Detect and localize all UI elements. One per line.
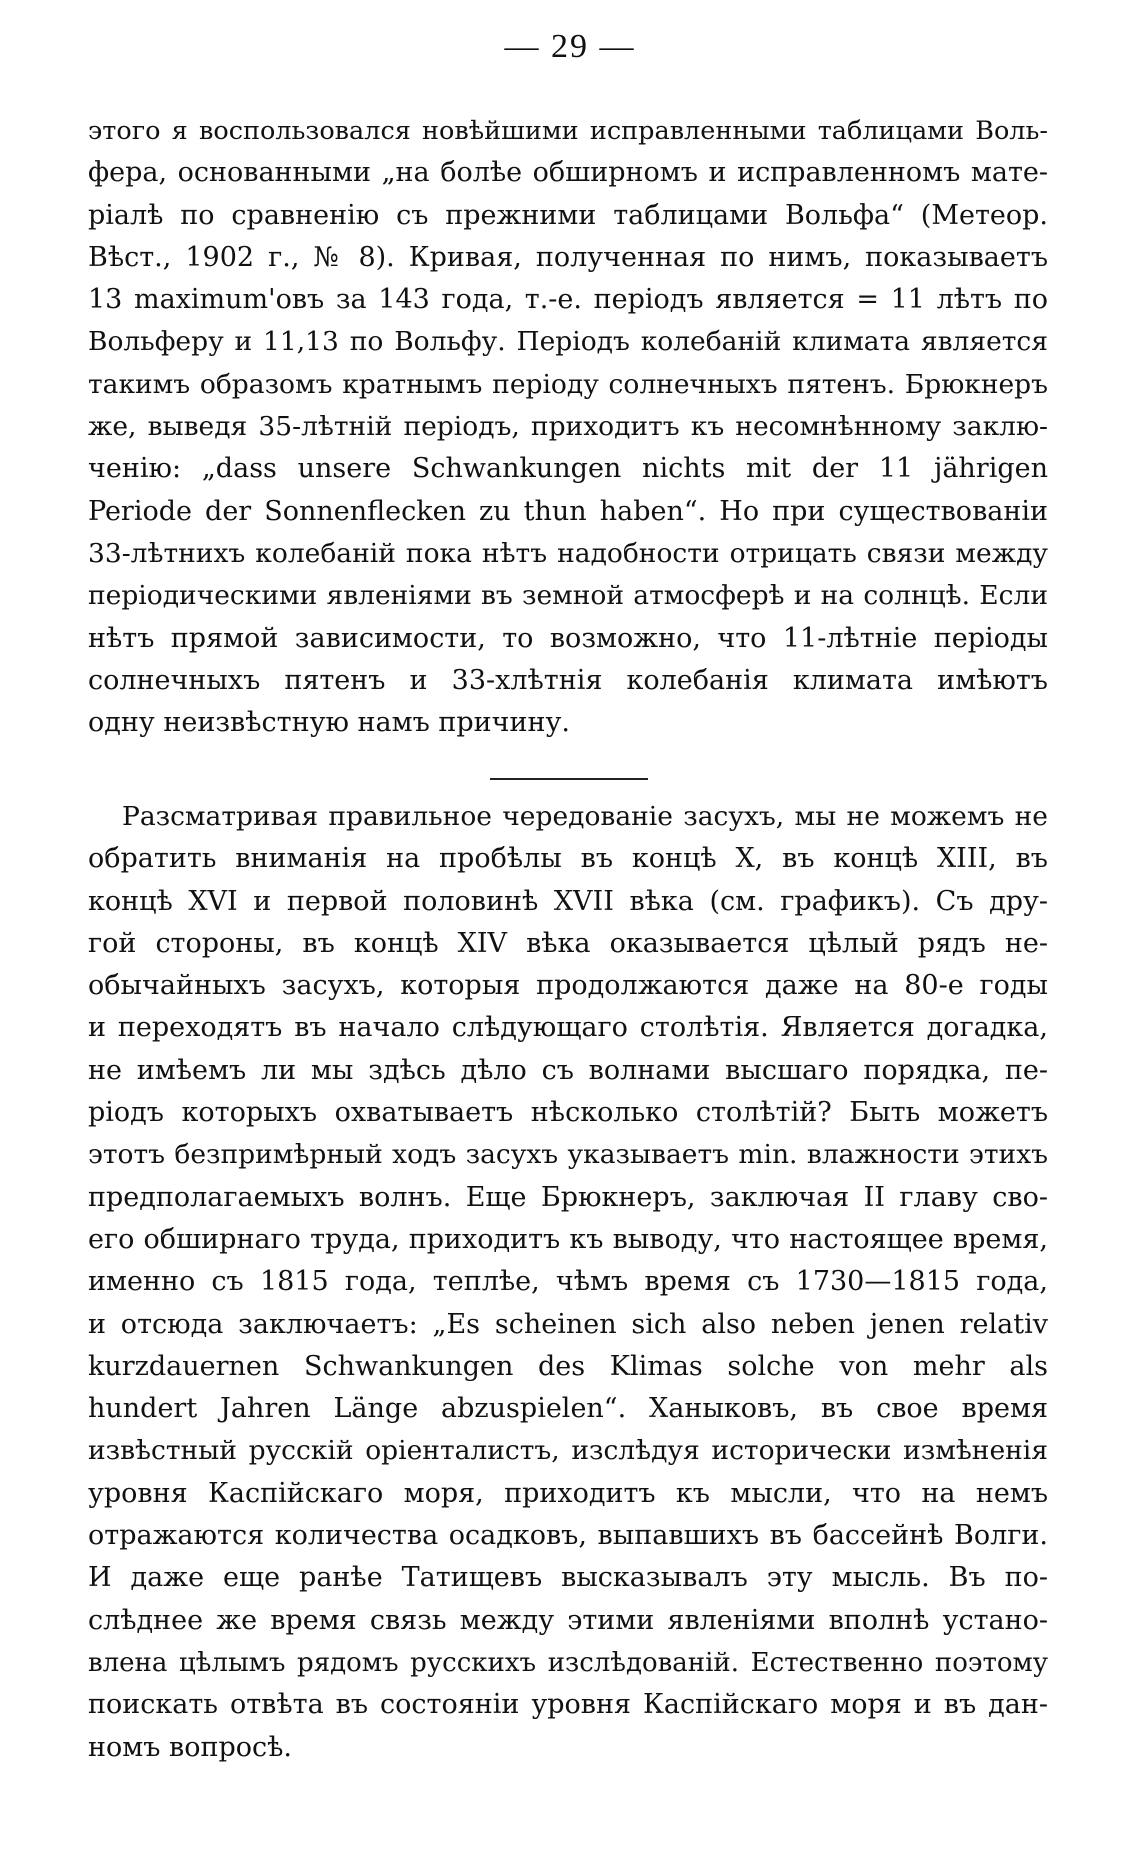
text-line: влена цѣлымъ рядомъ русскихъ изслѣдованій. Естественно поэтому bbox=[88, 1647, 1048, 1678]
text-line: такимъ образомъ кратнымъ періоду солнечныхъ пятенъ. Брюкнеръ bbox=[88, 368, 1048, 400]
section-separator bbox=[490, 778, 648, 780]
text-line: слѣднее же время связь между этими явленіями вполнѣ устано- bbox=[88, 1604, 1048, 1636]
text-line: же, выведя 35-лѣтній періодъ, приходитъ къ несомнѣнному заклю- bbox=[88, 411, 1048, 443]
text-line: 33-лѣтнихъ колебаній пока нѣтъ надобности отрицать связи между bbox=[88, 537, 1048, 569]
text-line: этотъ безпримѣрный ходъ засухъ указываетъ min. влажности этихъ bbox=[88, 1139, 1048, 1171]
text-line: гой стороны, въ концѣ XIV вѣка оказывается цѣлый рядъ не- bbox=[88, 927, 1048, 959]
text-line: поискать отвѣта въ состояніи уровня Каспійскаго моря и въ дан- bbox=[88, 1689, 1048, 1721]
text-line: обычайныхъ засухъ, которыя продолжаются даже на 80-е годы bbox=[88, 970, 1048, 1002]
text-line: извѣстный русскій оріенталистъ, изслѣдуя исторически измѣненія bbox=[88, 1435, 1048, 1467]
paragraph-1 bbox=[88, 110, 1048, 744]
text-line: Вѣст., 1902 г., № 8). Кривая, полученная по нимъ, показываетъ bbox=[88, 241, 1048, 273]
text-line: и отсюда заключаетъ: „Es scheinen sich also neben jenen relativ bbox=[88, 1308, 1048, 1340]
text-line: 13 maximum'овъ за 143 года, т.-е. періодъ является = 11 лѣтъ по bbox=[88, 284, 1048, 316]
text-line: этого я воспользовался новѣйшими исправленными таблицами Воль- bbox=[88, 116, 1048, 146]
text-line: ченію: „dass unsere Schwankungen nichts mit der 11 jährigen bbox=[88, 453, 1048, 485]
text-line: И даже еще ранѣе Татищевъ высказывалъ эту мысль. Въ по- bbox=[88, 1562, 1048, 1594]
text-line: Разсматривая правильное чередованіе засухъ, мы не можемъ не bbox=[122, 801, 1048, 832]
page-number: — 29 — bbox=[504, 28, 636, 65]
text-line: предполагаемыхъ волнъ. Еще Брюкнеръ, заключая II главу сво- bbox=[88, 1181, 1048, 1213]
text-line: Вольферу и 11,13 по Вольфу. Періодъ колебаній климата является bbox=[88, 326, 1048, 358]
text-line: періодическими явленіями въ земной атмосферѣ и на солнцѣ. Если bbox=[88, 580, 1048, 612]
text-line: уровня Каспійскаго моря, приходитъ къ мысли, что на немъ bbox=[88, 1477, 1048, 1509]
text-line: нѣтъ прямой зависимости, то возможно, что 11-лѣтніе періоды bbox=[88, 622, 1048, 654]
text-line: ріалѣ по сравненію съ прежними таблицами Вольфа“ (Метеор. bbox=[88, 199, 1048, 231]
text-line: солнечныхъ пятенъ и 33-хлѣтнія колебанія климата имѣютъ bbox=[88, 664, 1048, 696]
text-line: отражаются количества осадковъ, выпавшихъ въ бассейнѣ Волги. bbox=[88, 1520, 1048, 1552]
text-line: его обширнаго труда, приходитъ къ выводу, что настоящее время, bbox=[88, 1223, 1048, 1255]
text-line: номъ вопросѣ. bbox=[88, 1731, 292, 1763]
text-line: одну неизвѣстную намъ причину. bbox=[88, 707, 570, 739]
text-line: обратить вниманія на пробѣлы въ концѣ X, въ концѣ XIII, въ bbox=[88, 843, 1048, 875]
text-line: hundert Jahren Länge abzuspielen“. Ханыковъ, въ свое время bbox=[88, 1393, 1048, 1425]
text-line: именно съ 1815 года, теплѣе, чѣмъ время съ 1730—1815 года, bbox=[88, 1266, 1048, 1298]
text-line: и переходятъ въ начало слѣдующаго столѣтія. Является догадка, bbox=[88, 1012, 1048, 1044]
text-line: Periode der Sonnenflecken zu thun haben“. Но при существованіи bbox=[88, 495, 1048, 527]
text-line: kurzdauernen Schwankungen des Klimas solche von mehr als bbox=[88, 1350, 1048, 1382]
paragraph-2 bbox=[88, 796, 1048, 1769]
text-line: ріодъ которыхъ охватываетъ нѣсколько столѣтій? Быть можетъ bbox=[88, 1097, 1048, 1129]
text-line: не имѣемъ ли мы здѣсь дѣло съ волнами высшаго порядка, пе- bbox=[88, 1054, 1048, 1086]
text-line: концѣ XVI и первой половинѣ XVII вѣка (см. графикъ). Съ дру- bbox=[88, 885, 1048, 917]
text-line: фера, основанными „на болѣе обширномъ и исправленномъ мате- bbox=[88, 157, 1048, 189]
